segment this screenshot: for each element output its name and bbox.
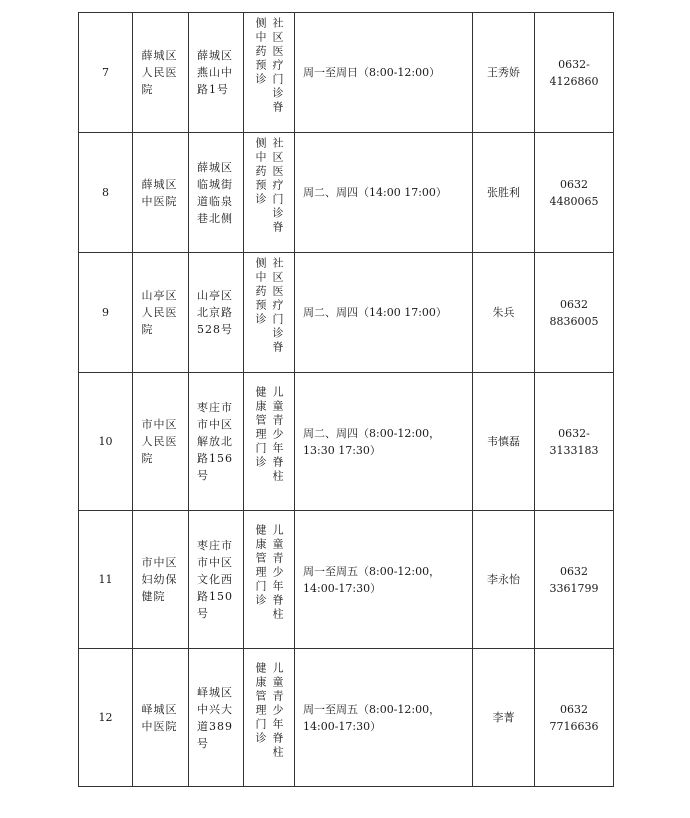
clinic-hours: 周一至周日（8:00-12:00） (295, 13, 473, 133)
doctor-name: 李永怡 (473, 511, 535, 649)
hospital-name: 市中区妇幼保健院 (141, 556, 178, 603)
hospital-address: 峄城区中兴大道389号 (197, 685, 233, 750)
hospital-address: 山亭区北京路528号 (197, 289, 233, 336)
doctor-name: 韦慎磊 (473, 373, 535, 511)
doctor-name: 李菁 (473, 649, 535, 787)
phone-number: 0632 4480065 (535, 133, 614, 253)
clinic-department: 儿童青少年脊柱健康管理门诊 (254, 524, 284, 622)
phone-number: 0632 8836005 (535, 253, 614, 373)
hospital-address: 薛城区燕山中路1号 (197, 49, 233, 96)
row-number: 11 (79, 511, 133, 649)
table-row (79, 253, 614, 373)
clinic-hours: 周一至周五（8:00-12:00，14:00-17:30） (295, 649, 473, 787)
table-row (79, 373, 614, 511)
clinic-department: 社区医疗门诊脊侧中药预诊 (254, 257, 284, 355)
clinic-hours: 周二、周四（14:00 17:00） (295, 133, 473, 253)
hospital-address: 薛城区临城街道临泉巷北侧 (197, 160, 233, 225)
table-row (79, 13, 614, 133)
table-row (79, 649, 614, 787)
clinic-hours: 周二、周四（8:00-12:00，13:30 17:30） (295, 373, 473, 511)
clinic-department: 社区医疗门诊脊侧中药预诊 (254, 137, 284, 235)
row-number: 10 (79, 373, 133, 511)
clinic-hours: 周二、周四（14:00 17:00） (295, 253, 473, 373)
phone-number: 0632 3361799 (535, 511, 614, 649)
row-number: 12 (79, 649, 133, 787)
hospital-name: 山亭区人民医院 (141, 289, 178, 336)
hospital-address: 枣庄市市中区解放北路156号 (197, 401, 233, 482)
clinic-department: 儿童青少年脊柱健康管理门诊 (254, 386, 284, 484)
phone-number: 0632 7716636 (535, 649, 614, 787)
table-row (79, 133, 614, 253)
clinic-department: 儿童青少年脊柱健康管理门诊 (254, 662, 284, 760)
row-number: 7 (79, 13, 133, 133)
clinic-schedule-table (78, 12, 614, 787)
row-number: 9 (79, 253, 133, 373)
phone-number: 0632-3133183 (535, 373, 614, 511)
hospital-name: 薛城区人民医院 (141, 49, 178, 96)
phone-number: 0632-4126860 (535, 13, 614, 133)
hospital-name: 薛城区中医院 (141, 177, 178, 208)
hospital-name: 峄城区中医院 (141, 702, 178, 733)
clinic-hours: 周一至周五（8:00-12:00，14:00-17:30） (295, 511, 473, 649)
clinic-department: 社区医疗门诊脊侧中药预诊 (254, 17, 284, 115)
table-row (79, 511, 614, 649)
doctor-name: 朱兵 (473, 253, 535, 373)
doctor-name: 张胜利 (473, 133, 535, 253)
hospital-address: 枣庄市市中区文化西路150号 (197, 539, 233, 620)
hospital-name: 市中区人民医院 (141, 418, 178, 465)
row-number: 8 (79, 133, 133, 253)
doctor-name: 王秀娇 (473, 13, 535, 133)
